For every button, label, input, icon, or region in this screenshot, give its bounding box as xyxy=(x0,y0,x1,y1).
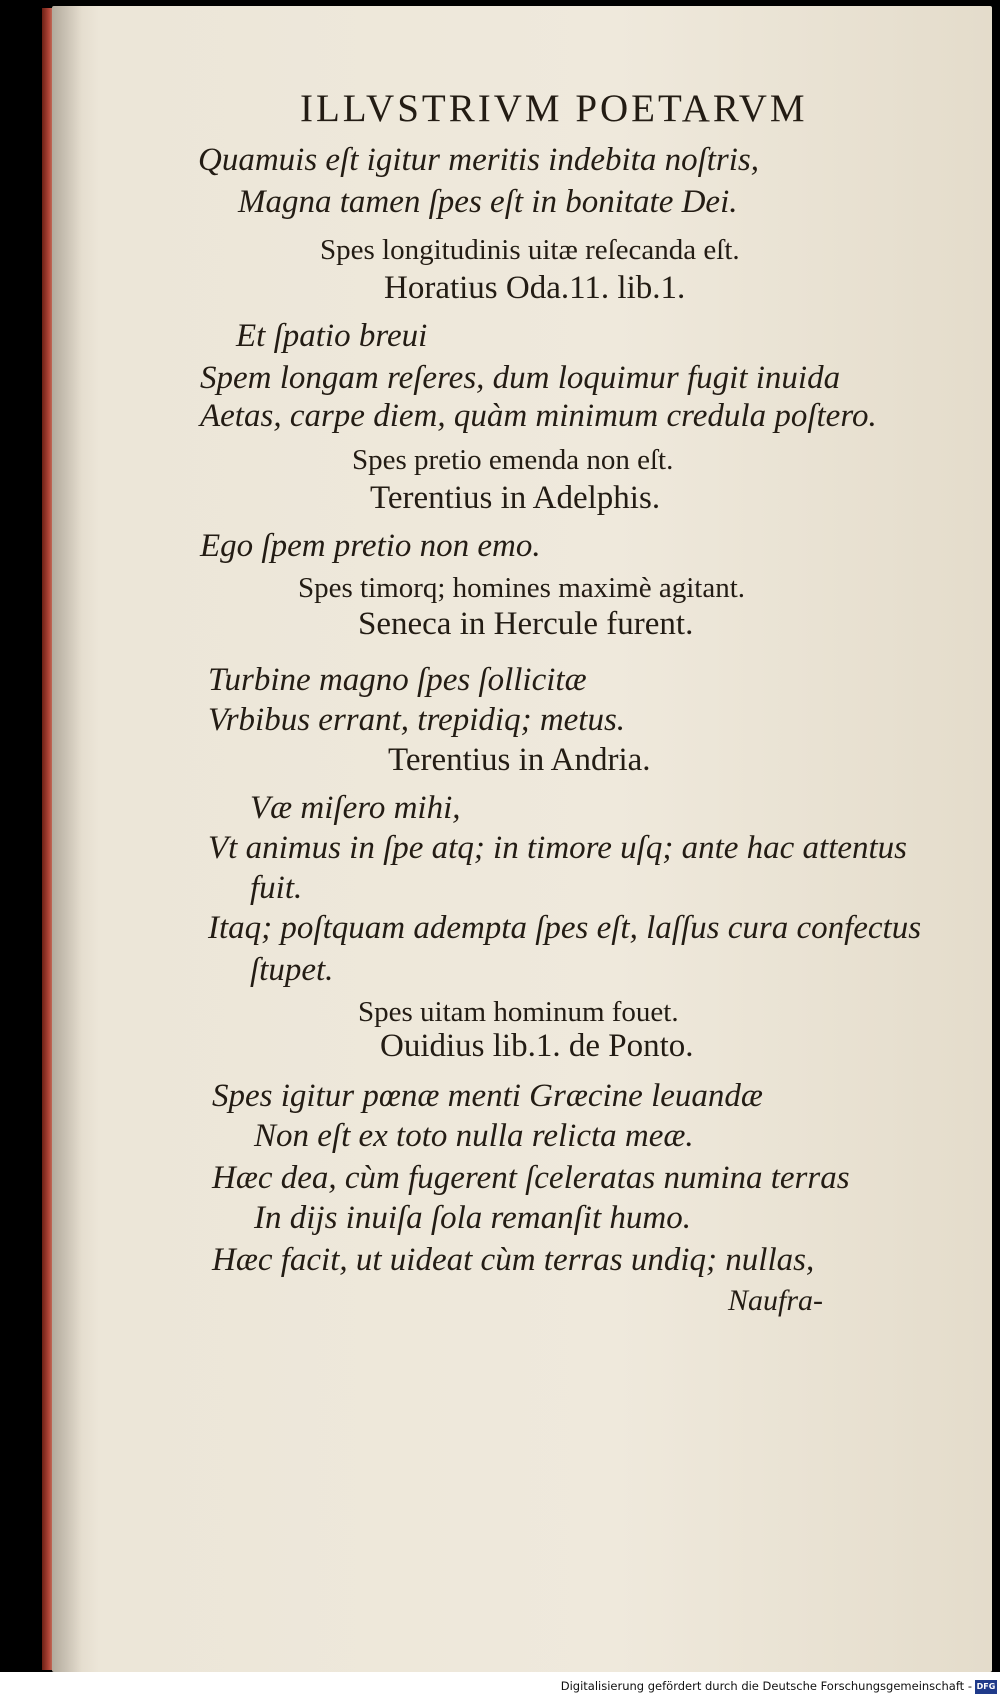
verse-line: Ego ſpem pretio non emo. xyxy=(200,528,541,564)
section-heading: Spes uitam hominum fouet. xyxy=(358,996,679,1028)
dfg-logo-icon: DFG xyxy=(975,1680,997,1694)
verse-line: Vrbibus errant, trepidiq; metus. xyxy=(208,702,626,738)
verse-line: ſtupet. xyxy=(250,952,334,988)
verse-line: Magna tamen ſpes eſt in bonitate Dei. xyxy=(238,184,738,220)
page-gutter-shadow xyxy=(52,6,82,1672)
source-citation: Ouidius lib.1. de Ponto. xyxy=(380,1028,694,1064)
verse-line: Hæc dea, cùm fugerent ſceleratas numina terras xyxy=(212,1160,850,1196)
source-citation: Horatius Oda.11. lib.1. xyxy=(384,270,686,306)
source-citation: Terentius in Andria. xyxy=(388,742,651,778)
verse-line: Itaq; poſtquam adempta ſpes eſt, laſſus cura confectus xyxy=(208,910,922,946)
verse-line: Turbine magno ſpes ſollicitæ xyxy=(208,662,587,698)
section-heading: Spes timorq; homines maximè agitant. xyxy=(298,572,746,604)
section-heading: Spes pretio emenda non eſt. xyxy=(352,444,674,476)
verse-line: Spem longam reſeres, dum loquimur fugit inuida xyxy=(200,360,841,396)
catchword: Naufra- xyxy=(728,1284,824,1317)
verse-line: Vt animus in ſpe atq; in timore uſq; ante hac attentus xyxy=(208,830,908,866)
verse-line: Hæc facit, ut uideat cùm terras undiq; nullas, xyxy=(212,1242,815,1278)
verse-line: Aetas, carpe diem, quàm minimum credula poſtero. xyxy=(200,398,877,434)
verse-line: Quamuis eſt igitur meritis indebita noſtris, xyxy=(198,142,760,178)
verse-line: Non eſt ex toto nulla relicta meæ. xyxy=(254,1118,694,1154)
source-citation: Terentius in Adelphis. xyxy=(370,480,661,516)
verse-line: Spes igitur pœnæ menti Græcine leuandæ xyxy=(212,1078,763,1114)
digitization-footer xyxy=(0,1672,1000,1703)
running-header: ILLVSTRIVM POETARVM xyxy=(300,87,808,130)
section-heading: Spes longitudinis uitæ reſecanda eſt. xyxy=(320,234,740,266)
verse-line: fuit. xyxy=(250,870,303,906)
funding-credit: Digitalisierung gefördert durch die Deutsche Forschungsgemeinschaft - xyxy=(560,1679,972,1693)
verse-line: Væ miſero mihi, xyxy=(250,790,461,826)
verse-line: Et ſpatio breui xyxy=(236,318,428,354)
source-citation: Seneca in Hercule furent. xyxy=(358,606,694,642)
verse-line: In dijs inuiſa ſola remanſit humo. xyxy=(254,1200,691,1236)
